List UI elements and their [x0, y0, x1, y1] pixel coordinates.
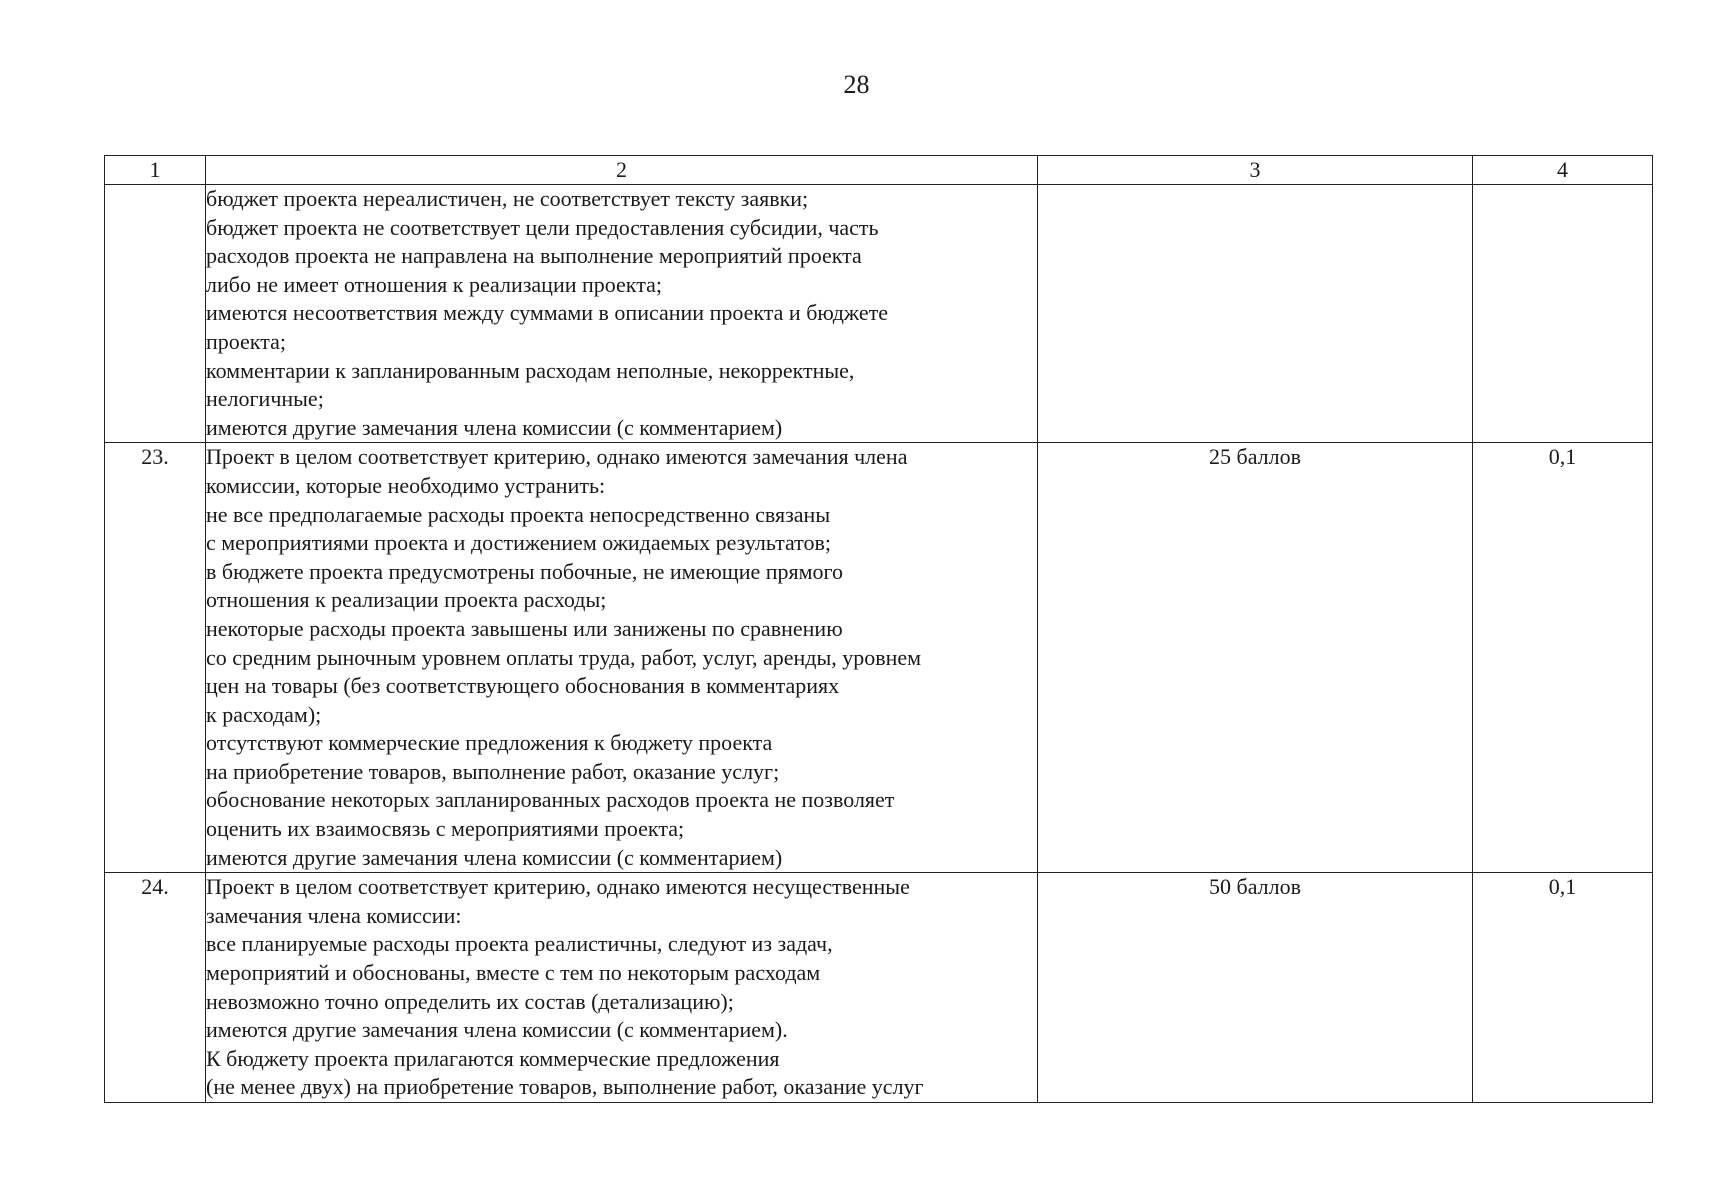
weight-cell	[1473, 185, 1653, 443]
criterion-text-line: невозможно точно определить их состав (детализацию);	[206, 988, 734, 1014]
score-cell	[1038, 185, 1473, 443]
table-row	[105, 873, 1653, 1103]
criterion-text-line: мероприятий и обоснованы, вместе с тем по некоторым расходам	[206, 960, 821, 986]
table-row	[105, 443, 1653, 873]
criterion-text-line: проекта;	[206, 328, 286, 354]
criterion-text-line: со средним рыночным уровнем оплаты труда, работ, услуг, аренды, уровнем	[206, 644, 922, 670]
criterion-text-line: с мероприятиями проекта и достижением ожидаемых результатов;	[206, 530, 831, 556]
criterion-text-line: К бюджету проекта прилагаются коммерческие предложения	[206, 1045, 780, 1071]
criterion-text-line: имеются несоответствия между суммами в описании проекта и бюджете	[206, 300, 888, 326]
criterion-text-line: некоторые расходы проекта завышены или занижены по сравнению	[206, 615, 843, 641]
table-header-row	[105, 156, 1653, 185]
criterion-text-line: оценить их взаимосвязь с мероприятиями проекта;	[206, 816, 685, 842]
column-header-1: 1	[105, 156, 206, 185]
weight-cell: 0,1	[1473, 443, 1653, 873]
criterion-text-line: расходов проекта не направлена на выполнение мероприятий проекта	[206, 243, 862, 269]
score-cell: 25 баллов	[1038, 443, 1473, 873]
criterion-description	[206, 185, 1038, 443]
row-number: 24.	[105, 873, 206, 1103]
criterion-text-line: имеются другие замечания члена комиссии (с комментарием)	[206, 414, 783, 440]
criterion-text-line: в бюджете проекта предусмотрены побочные, не имеющие прямого	[206, 558, 844, 584]
criterion-text-line: бюджет проекта нереалистичен, не соответствует тексту заявки;	[206, 186, 809, 211]
criterion-text-line: Проект в целом соответствует критерию, однако имеются замечания члена	[206, 444, 908, 470]
row-number	[105, 185, 206, 443]
page-number: 28	[843, 70, 870, 99]
score-cell: 50 баллов	[1038, 873, 1473, 1103]
criterion-text-line: не все предполагаемые расходы проекта непосредственно связаны	[206, 501, 831, 527]
column-header-4: 4	[1473, 156, 1653, 185]
criterion-text-line: (не менее двух) на приобретение товаров, выполнение работ, оказание услуг	[206, 1074, 924, 1100]
criterion-text-line: отсутствуют коммерческие предложения к бюджету проекта	[206, 730, 773, 756]
criterion-text-line: либо не имеет отношения к реализации проекта;	[206, 271, 662, 297]
criterion-text-line: комиссии, которые необходимо устранить:	[206, 472, 606, 498]
criteria-table	[104, 155, 1653, 1103]
criterion-text-line: на приобретение товаров, выполнение работ, оказание услуг;	[206, 758, 780, 784]
criterion-text-line: нелогичные;	[206, 386, 324, 412]
criterion-text-line: отношения к реализации проекта расходы;	[206, 587, 607, 613]
criterion-text-line: Проект в целом соответствует критерию, однако имеются несущественные	[206, 874, 910, 900]
criterion-text-line: обоснование некоторых запланированных расходов проекта не позволяет	[206, 787, 895, 813]
criterion-text-line: имеются другие замечания члена комиссии (с комментарием).	[206, 1017, 788, 1043]
row-number: 23.	[105, 443, 206, 873]
weight-cell: 0,1	[1473, 873, 1653, 1103]
criterion-text-line: имеются другие замечания члена комиссии (с комментарием)	[206, 844, 783, 870]
column-header-2: 2	[206, 156, 1038, 185]
criterion-text-line: все планируемые расходы проекта реалистичны, следуют из задач,	[206, 931, 833, 957]
criterion-text-line: бюджет проекта не соответствует цели предоставления субсидии, часть	[206, 214, 879, 240]
table-body	[105, 185, 1653, 1103]
criterion-text-line: комментарии к запланированным расходам неполные, некорректные,	[206, 357, 855, 383]
criterion-text-line: цен на товары (без соответствующего обоснования в комментариях	[206, 673, 840, 699]
column-header-3: 3	[1038, 156, 1473, 185]
criterion-text-line: к расходам);	[206, 701, 322, 727]
table-row	[105, 185, 1653, 443]
criterion-text-line: замечания члена комиссии:	[206, 902, 462, 928]
criterion-description	[206, 873, 1038, 1103]
criterion-description	[206, 443, 1038, 873]
